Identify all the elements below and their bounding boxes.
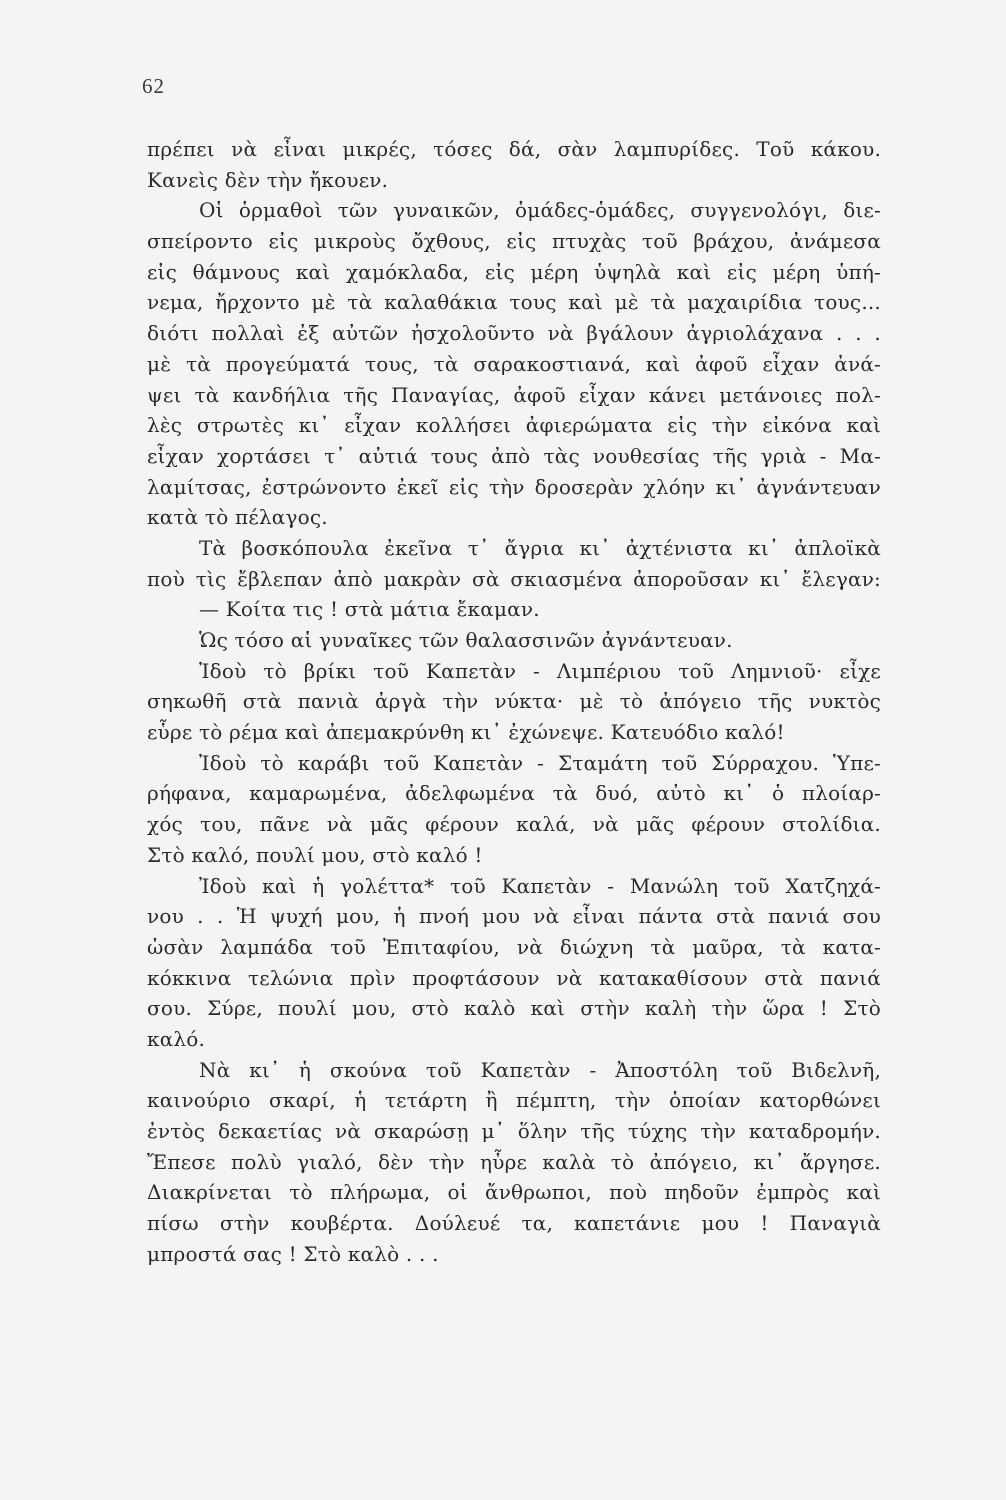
text-line: κόκκινα τελώνια πρὶν προφτάσουν νὰ κατακαθίσουν στὰ πανιά [147,965,881,990]
text-line: Ἰδοὺ καὶ ἡ γολέττα* τοῦ Καπετὰν - Μανώλη τοῦ Χατζηχά- [199,873,881,898]
text-line: πίσω στὴν κουβέρτα. Δούλευέ τα, καπετάνιε μου ! Παναγιὰ [147,1211,881,1236]
text-line: — Κοίτα τις ! στὰ μάτια ἔκαμαν. [199,597,540,622]
text-line: Ἰδοὺ τὸ καράβι τοῦ Καπετὰν - Σταμάτη τοῦ Σύρραχου. Ὑπε- [199,750,881,775]
text-line: μπροστά σας ! Στὸ καλὸ . . . [147,1241,439,1266]
text-line: καινούριο σκαρί, ἡ τετάρτη ἢ πέμπτη, τὴν ὁποίαν κατορθώνει [147,1088,881,1113]
text-line: χός του, πᾶνε νὰ μᾶς φέρουν καλά, νὰ μᾶς φέρουν στολίδια. [147,812,881,837]
text-line: πρέπει νὰ εἶναι μικρές, τόσες δά, σὰν λαμπυρίδες. Τοῦ κάκου. [147,137,881,161]
text-line: διότι πολλαὶ ἐξ αὐτῶν ἠσχολοῦντο νὰ βγάλουν ἀγριολάχανα . . . [147,321,881,346]
text-line: λὲς στρωτὲς κι᾽ εἶχαν κολλήσει ἀφιερώματα εἰς τὴν εἰκόνα καὶ [147,413,881,438]
text-line: καλό. [147,1026,206,1051]
text-line: σπείροντο εἰς μικροὺς ὄχθους, εἰς πτυχὰς τοῦ βράχου, ἀνάμεσα [147,229,881,254]
page-number: 62 [142,74,165,98]
text-line: κατὰ τὸ πέλαγος. [147,505,328,530]
text-line: Διακρίνεται τὸ πλήρωμα, οἱ ἄνθρωποι, ποὺ πηδοῦν ἐμπρὸς καὶ [147,1180,881,1205]
text-line: ρήφανα, καμαρωμένα, ἀδελφωμένα τὰ δυό, αὐτὸ κι᾽ ὁ πλοίαρ- [147,781,881,806]
text-line: ὡσὰν λαμπάδα τοῦ Ἐπιταφίου, νὰ διώχνη τὰ μαῦρα, τὰ κατα- [147,934,881,959]
text-line: ποὺ τὶς ἔβλεπαν ἀπὸ μακρὰν σὰ σκιασμένα ἀποροῦσαν κι᾽ ἔλεγαν: [147,566,881,591]
text-line: ψει τὰ κανδήλια τῆς Παναγίας, ἀφοῦ εἶχαν κάνει μετάνοιες πολ- [147,382,881,407]
text-line: νου . . Ἡ ψυχή μου, ἡ πνοή μου νὰ εἶναι πάντα στὰ πανιά σου [147,904,881,929]
text-line: Τὰ βοσκόπουλα ἐκεῖνα τ᾽ ἄγρια κι᾽ ἀχτένιστα κι᾽ ἀπλοϊκὰ [199,535,881,560]
text-line: Ὡς τόσο αἱ γυναῖκες τῶν θαλασσινῶν ἀγνάντευαν. [199,628,733,652]
text-line: νεμα, ἤρχοντο μὲ τὰ καλαθάκια τους καὶ μὲ τὰ μαχαιρίδια τους... [147,290,881,315]
text-line: Νὰ κι᾽ ἡ σκούνα τοῦ Καπετὰν - Ἀποστόλη τοῦ Βιδελνῆ, [199,1057,881,1082]
text-line: μὲ τὰ προγεύματά τους, τὰ σαρακοστιανά, καὶ ἀφοῦ εἶχαν ἀνά- [147,351,881,376]
text-line: σηκωθῆ στὰ πανιὰ ἀργὰ τὴν νύκτα· μὲ τὸ ἀπόγειο τῆς νυκτὸς [147,689,881,714]
text-line: Κανεὶς δὲν τὴν ἤκουεν. [147,167,389,192]
text-line: εἶχαν χορτάσει τ᾽ αὐτιά τους ἀπὸ τὰς νουθεσίας τῆς γριὰ - Μα- [147,443,881,468]
text-line: Ἰδοὺ τὸ βρίκι τοῦ Καπετὰν - Λιμπέριου τοῦ Λημνιοῦ· εἶχε [199,658,881,683]
text-line: Ἔπεσε πολὺ γιαλό, δὲν τὴν ηὗρε καλὰ τὸ ἀπόγειο, κι᾽ ἄργησε. [147,1149,881,1174]
text-line: ἐντὸς δεκαετίας νὰ σκαρώσῃ μ᾽ ὅλην τῆς τύχης τὴν καταδρομήν. [147,1119,881,1143]
text-line: Στὸ καλό, πουλί μου, στὸ καλό ! [147,842,483,867]
text-line: εἰς θάμνους καὶ χαμόκλαδα, εἰς μέρη ὑψηλὰ καὶ εἰς μέρη ὑπή- [147,259,881,284]
body-text [147,134,881,1269]
text-line: σου. Σύρε, πουλί μου, στὸ καλὸ καὶ στὴν καλὴ τὴν ὥρα ! Στὸ [147,996,881,1021]
text-line: Οἱ ὁρμαθοὶ τῶν γυναικῶν, ὁμάδες-ὁμάδες, συγγενολόγι, διε- [199,198,881,223]
text-line: λαμίτσας, ἐστρώνοντο ἐκεῖ εἰς τὴν δροσερὰν χλόην κι᾽ ἀγνάντευαν [147,474,881,499]
text-line: εὗρε τὸ ρέμα καὶ ἀπεμακρύνθη κι᾽ ἐχώνεψε. Κατευόδιο καλό! [147,720,785,745]
